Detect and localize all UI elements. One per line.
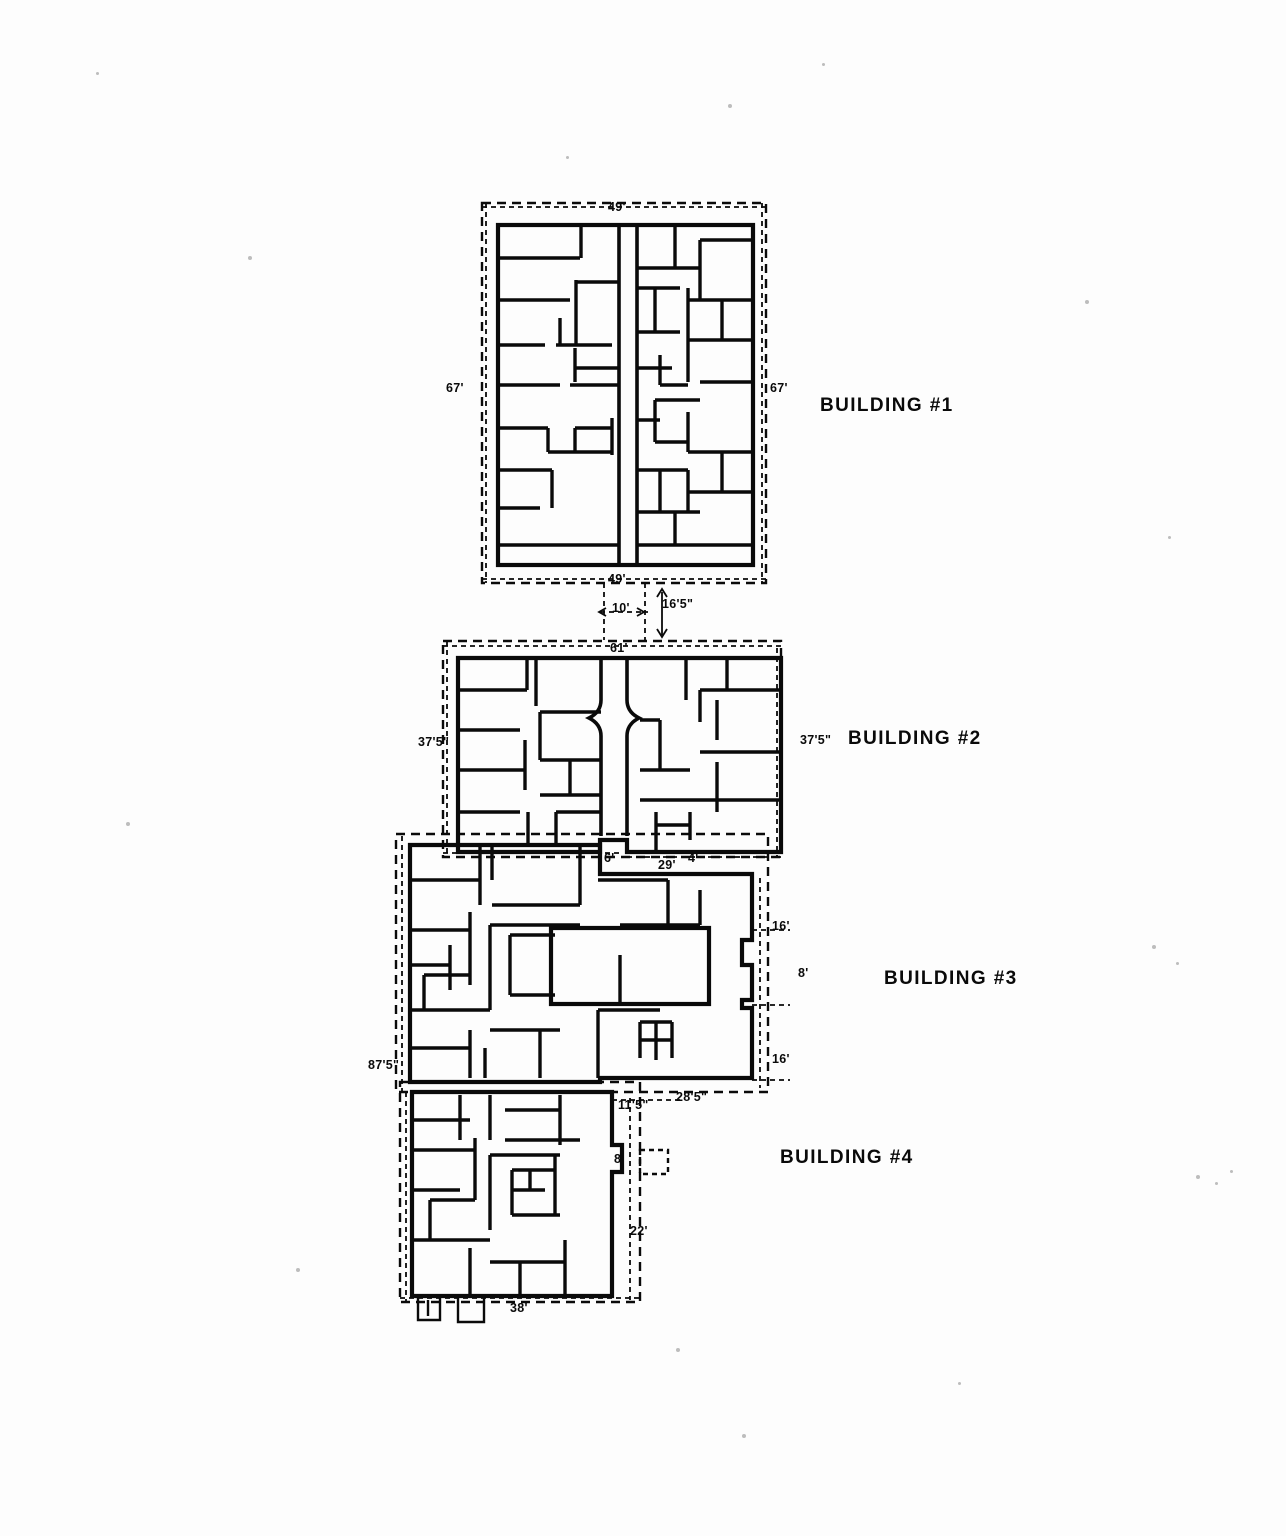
dim-b1-left-height: 67' [446,381,464,395]
scan-speck [742,1434,746,1438]
dim-b2-left-height: 37'5" [418,735,450,749]
dim-b3-right-lower: 16' [772,1052,790,1066]
building-3-label: BUILDING #3 [884,968,1018,989]
building-1-label: BUILDING #1 [820,395,954,416]
scan-speck [728,104,732,108]
building-3-geometry [396,834,768,1092]
building-1-geometry [482,203,766,583]
dim-b3-left-height: 87'5" [368,1058,400,1072]
dim-b3-right-upper: 16' [772,919,790,933]
building-4-geometry [400,1082,640,1322]
scan-speck [96,72,99,75]
dim-b4-top-jog: 11'5" [618,1098,649,1112]
dim-b2-bottom-jog-2: 4' [688,851,699,865]
dim-b2-bottom-width: 29' [658,858,676,872]
scan-speck [676,1348,680,1352]
building-1-dimension-lines [482,203,766,583]
scan-speck [1152,945,1156,949]
scan-speck [296,1268,300,1272]
dim-b4-right-bump: 8' [614,1152,625,1166]
scan-speck [1215,1182,1218,1185]
dim-b4-top-width: 28'5" [676,1090,708,1104]
building-2-label: BUILDING #2 [848,728,982,749]
scan-speck [1230,1170,1233,1173]
dim-b2-top-width: 61' [610,641,628,655]
scan-speck [1196,1175,1200,1179]
dim-b1-bottom-width: 49' [608,572,626,586]
scan-speck [248,256,252,260]
scan-speck [566,156,569,159]
building-4-label: BUILDING #4 [780,1147,914,1168]
scan-speck [126,822,130,826]
dim-b4-bottom-width: 38' [510,1301,528,1315]
scan-speck [1085,300,1089,304]
scan-speck [958,1382,961,1385]
dim-b1-right-height: 67' [770,381,788,395]
dim-b1-top-width: 49' [608,200,626,214]
scan-speck [1168,536,1171,539]
scan-speck [822,63,825,66]
building-2-dimension-lines [443,641,781,857]
dim-b3-right-bump: 8' [798,966,809,980]
dim-b2-right-height: 37'5" [800,733,832,747]
scan-speck [1176,962,1179,965]
dim-b4-right-height: 22' [630,1224,648,1238]
building-2-geometry [443,641,781,857]
dim-gap-offset-vertical: 16'5" [662,597,694,611]
gap-arrows [599,589,667,637]
dim-gap-offset-left: 10' [612,601,630,615]
building-4-dimension-lines [400,1092,680,1302]
dim-b2-bottom-jog: 6' [604,851,615,865]
